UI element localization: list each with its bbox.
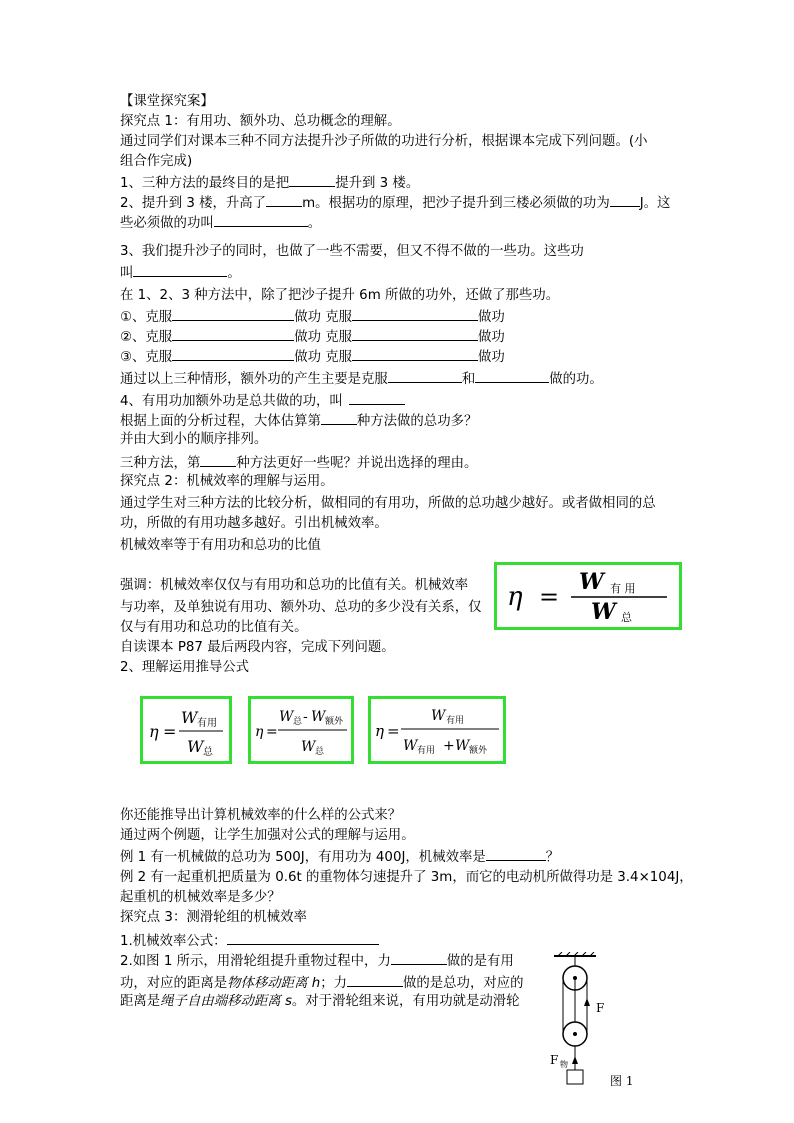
estimate-question <box>120 410 477 432</box>
inquiry-2-title: 探究点 2：机械效率的理解与运用。 <box>120 474 334 489</box>
formula-box-2 <box>248 696 354 764</box>
example-2-line-1: 例 2 有一起重机把质量为 0.6t 的重物体匀速提升了 3m，而它的电动机所做得功是 3.4×104J， <box>120 870 693 885</box>
formula-3 <box>371 699 503 761</box>
pulley-question-line-3 <box>120 992 520 1012</box>
q2-blank-work[interactable] <box>610 192 640 207</box>
f3-den-sub2: 额外 <box>469 746 488 756</box>
question-3: 3、我们提升沙子的同时，也做了一些不需要，但又不得不做的一些功。这些功 <box>120 244 584 259</box>
pulley-text-b: 做的是有用 <box>446 954 514 969</box>
figure-caption: 图 1 <box>610 1074 634 1088</box>
better-text-b: 种方法更好一些呢？并说出选择的理由。 <box>236 456 478 471</box>
numerator-subscript: 有 用 <box>610 582 636 595</box>
q1-blank[interactable] <box>289 172 335 187</box>
denominator-subscript: 总 <box>621 611 632 624</box>
row2-text-b: 做功 克服 <box>294 330 353 345</box>
movable-pulley-axle <box>573 1032 577 1036</box>
f2-num-w2: W <box>311 709 326 725</box>
estimate-text-a: 根据上面的分析过程，大体估算第 <box>120 414 321 429</box>
question-2-cont <box>120 212 321 234</box>
intro-line-2: 组合作完成) <box>120 154 193 169</box>
pulley-blank-2[interactable] <box>347 972 403 987</box>
efficiency-definition: 机械效率等于有用功和总功的比值 <box>120 538 321 553</box>
inquiry-2-intro-2: 功，所做的有用功越多越好。引出机械效率。 <box>120 516 388 531</box>
pulley-text-c: 功，对应的距离是 <box>120 976 228 991</box>
overcome-row-2 <box>120 326 505 348</box>
formula-q-blank[interactable] <box>227 930 379 945</box>
row3-text-b: 做功 克服 <box>294 350 353 365</box>
f3-eta: η <box>375 722 384 740</box>
load-force-subscript: 物 <box>560 1060 568 1069</box>
f2-eta: η <box>255 724 264 740</box>
row1-text-c: 做功 <box>478 310 505 325</box>
load-force-arrow <box>572 1056 578 1064</box>
formula-2 <box>251 699 351 761</box>
question-4 <box>120 390 405 412</box>
overcome-row-3 <box>120 346 505 368</box>
pulley-text-g: 距离是 <box>120 994 161 1009</box>
pulley-diagram <box>540 952 650 1092</box>
pull-arrow <box>584 998 590 1006</box>
q1-text-b: 提升到 3 楼。 <box>335 176 420 191</box>
pulley-text-h: 绳子自由端移动距离 s <box>160 994 292 1009</box>
ex1-text-a: 例 1 有一机械做的总功为 500J，有用功为 400J，机械效率是 <box>120 850 486 865</box>
pulley-text-i: 。对于滑轮组来说，有用功就是动滑轮 <box>291 994 520 1009</box>
row3-blank-2[interactable] <box>352 346 478 361</box>
summary-text-c: 做的功。 <box>549 372 603 387</box>
q2-blank-term[interactable] <box>214 212 308 227</box>
pulley-blank-1[interactable] <box>391 950 447 965</box>
formula-box-1 <box>140 696 232 764</box>
emphasis-line-1: 强调：机械效率仅仅与有用功和总功的比值有关。机械效率 <box>120 578 469 593</box>
f2-equals: = <box>266 724 278 740</box>
f1-num-sub: 有用 <box>197 718 217 729</box>
pulley-text-d: 物体移动距离 h <box>227 976 321 991</box>
row2-text-a: ②、克服 <box>120 330 173 345</box>
f3-equals: = <box>387 722 400 740</box>
efficiency-formula-box <box>494 562 682 630</box>
q1-text-a: 1、三种方法的最终目的是把 <box>120 176 290 191</box>
equals-sign: = <box>539 583 560 611</box>
question-2 <box>120 192 670 214</box>
summary-text-a: 通过以上三种情形，额外功的产生主要是克服 <box>120 372 388 387</box>
row1-blank-2[interactable] <box>352 306 478 321</box>
f1-den-sub: 总 <box>203 747 213 758</box>
numerator-w: W <box>579 569 604 595</box>
q3-text-a: 叫 <box>120 266 134 281</box>
inquiry-3-title: 探究点 3：测滑轮组的机械效率 <box>120 910 307 925</box>
row1-blank-1[interactable] <box>172 306 294 321</box>
q4-text-a: 4、有用功加额外功是总共做的功，叫 <box>120 394 343 409</box>
q2-blank-height[interactable] <box>266 192 302 207</box>
f2-den-sub: 总 <box>315 747 325 757</box>
f1-equals: = <box>163 722 177 741</box>
q4-blank[interactable] <box>349 390 405 405</box>
ex1-blank[interactable] <box>486 846 546 861</box>
examples-intro: 通过两个例题，让学生加强对公式的理解与运用。 <box>120 828 415 843</box>
emphasis-line-3: 仅与有用功和总功的比值有关。 <box>120 620 308 635</box>
f1-den-w: W <box>187 737 204 756</box>
question-3-cont <box>120 262 241 284</box>
eta-symbol: η <box>507 582 523 612</box>
estimate-blank[interactable] <box>321 410 357 425</box>
q2-text-d: 些必须做的功叫 <box>120 216 214 231</box>
f2-num-sub2: 额外 <box>325 717 344 727</box>
intro-line-1: 通过同学们对课本三种不同方法提升沙子所做的功进行分析，根据课本完成下列问题。(小 <box>120 134 648 149</box>
q2-text-e: 。 <box>307 216 322 231</box>
inquiry-1-title: 探究点 1：有用功、额外功、总功概念的理解。 <box>120 114 401 129</box>
estimate-text-b: 种方法做的总功多？ <box>356 414 478 429</box>
derived-formula-heading: 2、理解运用推导公式 <box>120 660 250 675</box>
row3-text-a: ③、克服 <box>120 350 173 365</box>
q2-text-c: J。这 <box>639 196 671 211</box>
f1-num-w: W <box>181 708 198 727</box>
pulley-question-line-1 <box>120 950 514 972</box>
formula-question <box>120 930 379 952</box>
f3-den-w1: W <box>403 738 418 754</box>
q2-text-b: m。根据功的原理，把沙子提升到三楼必须做的功为 <box>302 196 610 211</box>
order-instruction: 并由大到小的顺序排列。 <box>120 432 268 447</box>
better-text-a: 三种方法，第 <box>120 456 201 471</box>
overcome-row-1 <box>120 306 505 328</box>
summary-blank-1[interactable] <box>388 368 462 383</box>
row3-text-c: 做功 <box>478 350 505 365</box>
pulley-text-a: 2.如图 1 所示，用滑轮组提升重物过程中，力 <box>120 954 391 969</box>
row1-text-b: 做功 克服 <box>294 310 353 325</box>
formula-box-3 <box>368 696 506 764</box>
better-method-question <box>120 452 477 474</box>
row3-blank-1[interactable] <box>172 346 294 361</box>
load-block <box>567 1070 583 1084</box>
f2-den-w: W <box>301 739 316 755</box>
f3-den-sub1: 有用 <box>417 746 436 756</box>
q3-blank-term[interactable] <box>133 262 227 277</box>
example-2-line-2: 起重机的机械效率是多少？ <box>120 890 281 905</box>
q3-text-b: 。 <box>227 266 241 281</box>
f3-num-sub: 有用 <box>446 716 465 726</box>
row2-blank-2[interactable] <box>352 326 478 341</box>
f2-minus: - <box>303 709 308 725</box>
f1-eta: η <box>149 722 159 741</box>
emphasis-line-2: 与功率，及单独说有用功、额外功、总功的多少没有关系，仅 <box>120 600 482 615</box>
section-title: 【课堂探究案】 <box>120 94 214 109</box>
summary-text-b: 和 <box>461 372 476 387</box>
summary-blank-2[interactable] <box>475 368 549 383</box>
f3-plus: + <box>443 738 455 754</box>
f3-num-w: W <box>431 708 446 724</box>
example-1 <box>120 846 559 868</box>
force-label: F <box>596 1001 605 1015</box>
pulley-text-e: ；力 <box>320 976 347 991</box>
efficiency-formula <box>497 565 679 627</box>
row1-text-a: ①、克服 <box>120 310 173 325</box>
row2-text-c: 做功 <box>478 330 505 345</box>
better-blank[interactable] <box>200 452 236 467</box>
question-1 <box>120 172 419 194</box>
formula-q-text: 1.机械效率公式： <box>120 934 227 949</box>
derive-more-question: 你还能推导出计算机械效率的什么样的公式来？ <box>120 808 402 823</box>
f2-num-sub1: 总 <box>293 717 303 727</box>
ex1-text-b: ？ <box>545 850 560 865</box>
f3-den-w2: W <box>455 738 470 754</box>
pulley-question-line-2 <box>120 972 524 994</box>
row2-blank-1[interactable] <box>172 326 294 341</box>
denominator-w: W <box>591 599 616 625</box>
methods-question: 在 1、2、3 种方法中，除了把沙子提升 6m 所做的功外，还做了那些功。 <box>120 288 560 303</box>
reading-instruction: 自读课本 P87 最后两段内容，完成下列问题。 <box>120 640 395 655</box>
load-force-label: F <box>550 1053 559 1067</box>
inquiry-2-intro-1: 通过学生对三种方法的比较分析，做相同的有用功，所做的总功越少越好。或者做相同的总 <box>120 496 656 511</box>
extra-work-summary <box>120 368 603 390</box>
pulley-text-f: 做的是总功，对应的 <box>403 976 524 991</box>
q2-text-a: 2、提升到 3 楼，升高了 <box>120 196 267 211</box>
f2-num-w1: W <box>279 709 294 725</box>
formula-1 <box>143 699 229 761</box>
